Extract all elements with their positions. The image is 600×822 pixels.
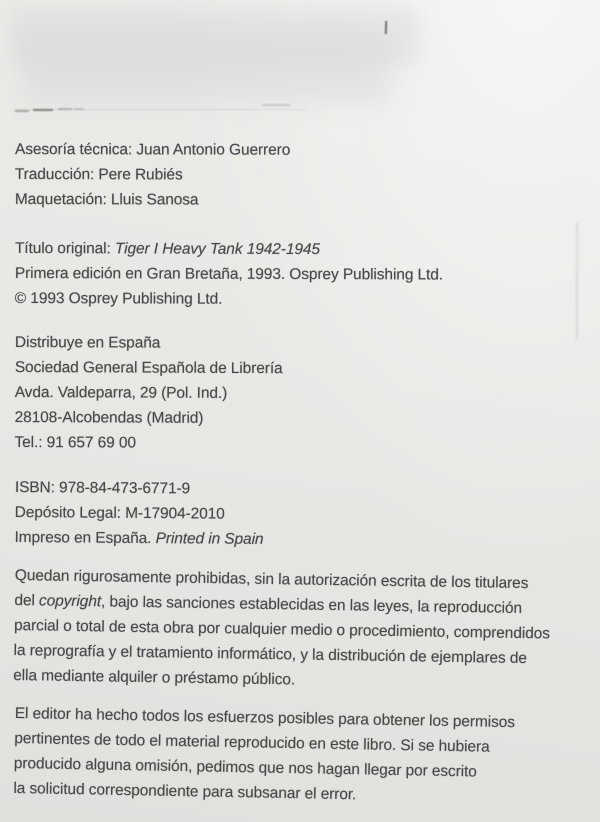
pencil-smudge (74, 108, 84, 110)
permissions-line: El editor ha hecho todos los esfuerzos posibles para obtener los permisos (14, 704, 516, 732)
permissions-line: pertinentes de todo el material reproducido en este libro. Si se hubiera (14, 729, 490, 756)
original-title-italic: Tiger I Heavy Tank 1942-1945 (114, 240, 320, 259)
original-title-label: Título original: (14, 239, 115, 258)
distribution-line: Tel.: 91 657 69 00 (14, 433, 136, 452)
credit-line-traduccion: Traducción: Pere Rubiés (14, 165, 183, 184)
original-title-line (15, 236, 590, 263)
pencil-smudge (33, 109, 53, 111)
legal-line: la reprografía y el tratamiento informático, y la distribución de ejemplares de (13, 641, 528, 668)
isbn-line: ISBN: 978-84-473-6771-9 (14, 478, 191, 498)
permissions-line: la solicitud correspondiente para subsanar el error. (13, 779, 357, 804)
legal-line: parcial o total de esta obra por cualquier medio o procedimiento, comprendidos (13, 616, 550, 643)
pencil-smudge (58, 108, 72, 110)
legal-line2-italic: copyright (38, 592, 102, 611)
distribution-line: Distribuye en España (14, 333, 161, 352)
first-edition-line: Primera edición en Gran Bretaña, 1993. Osprey Publishing Ltd. (14, 264, 444, 284)
edition-block (15, 236, 590, 313)
permissions-line: producido alguna omisión, pedimos que nos hagan llegar por escrito (13, 754, 477, 781)
pencil-smudge (15, 110, 29, 112)
permissions-notice-paragraph (13, 701, 590, 812)
legal-line2-post: , bajo las sanciones establecidas en las leyes, la reproducción (100, 593, 523, 617)
distribution-line: Sociedad General Española de Librería (14, 358, 283, 378)
pencil-smudge (262, 104, 290, 106)
copyright-line: © 1993 Osprey Publishing Ltd. (14, 289, 223, 308)
whiteout-smudge (22, 38, 392, 104)
legal-notice-paragraph (13, 563, 590, 697)
publication-block (14, 475, 590, 555)
distribution-line: Avda. Valdeparra, 29 (Pol. Ind.) (14, 383, 228, 402)
distribution-line: 28108-Alcobendas (Madrid) (14, 408, 204, 427)
legal-line2-pre: del (14, 591, 40, 610)
legal-line: ella mediante alquiler o préstamo público. (13, 666, 296, 689)
deposito-legal-line: Depósito Legal: M-17904-2010 (14, 503, 225, 523)
credit-line-asesoria: Asesoría técnica: Juan Antonio Guerrero (14, 140, 291, 159)
impreso-italic: Printed in Spain (155, 530, 264, 548)
legal-line: Quedan rigurosamente prohibidas, sin la autorización escrita de los titulares (14, 566, 529, 593)
credits-block (15, 137, 590, 214)
credit-line-maquetacion: Maquetación: Lluis Sanosa (14, 190, 199, 209)
impreso-label: Impreso en España. (14, 528, 156, 548)
impreso-line (14, 525, 589, 555)
distribution-block (14, 330, 590, 458)
